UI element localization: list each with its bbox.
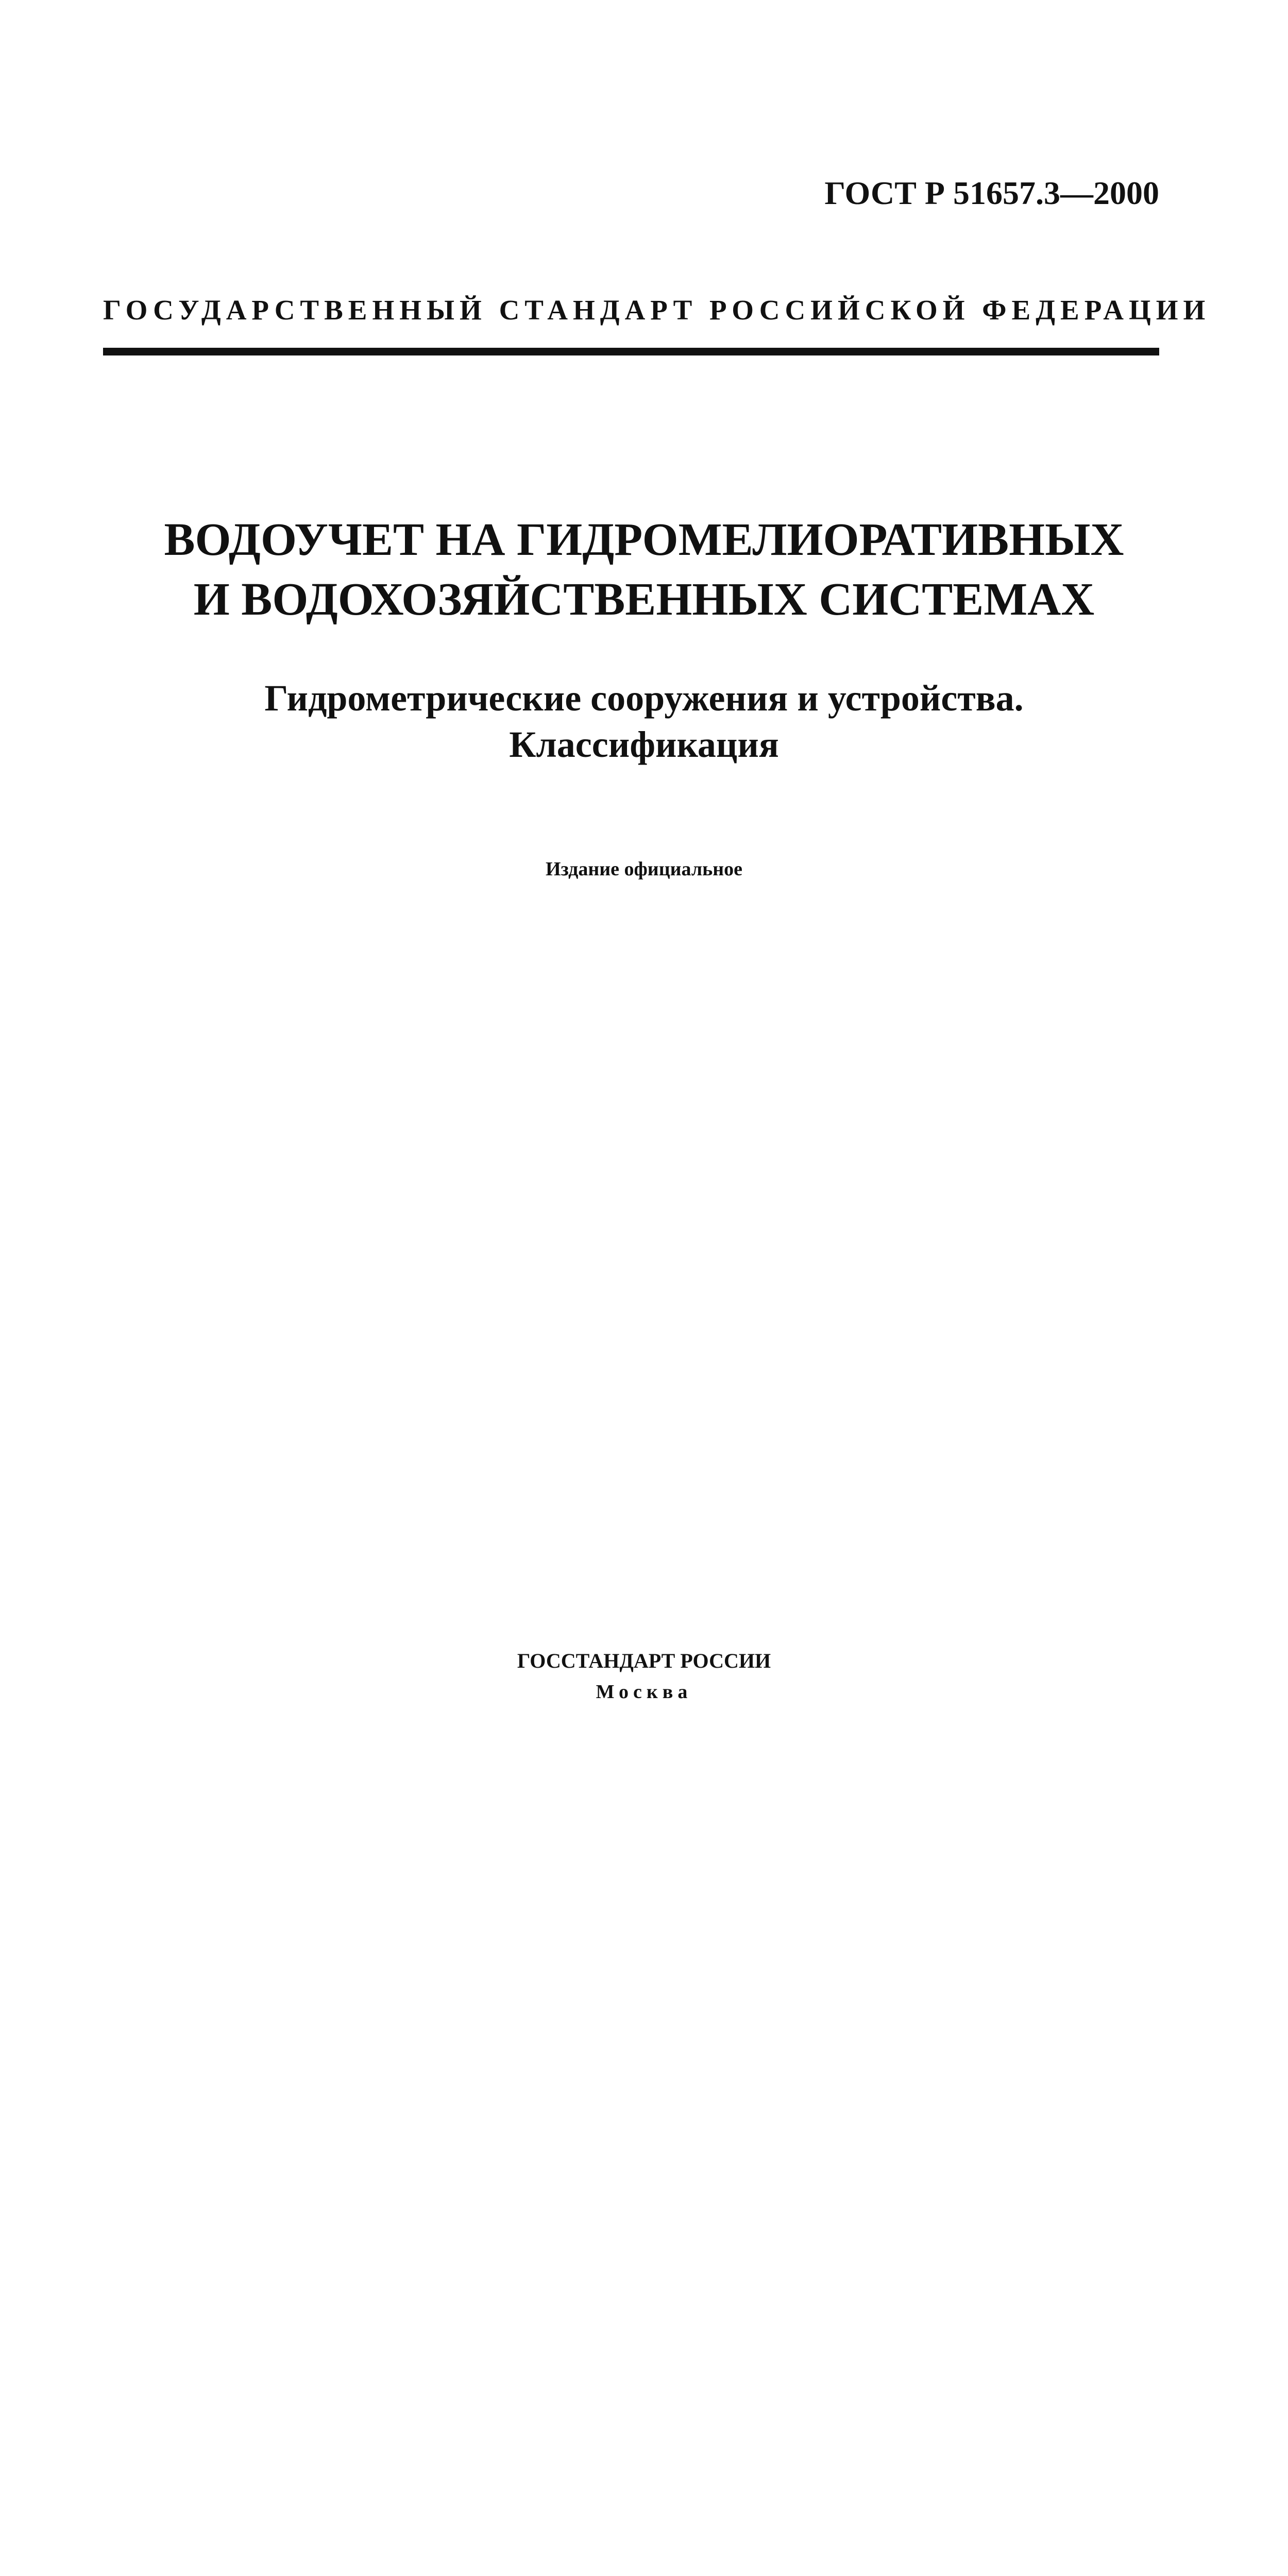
- subtitle-line-2: Классификация: [509, 724, 779, 765]
- header-rule: [103, 348, 1159, 355]
- title-line-2: И ВОДОХОЗЯЙСТВЕННЫХ СИСТЕМАХ: [193, 574, 1095, 625]
- publisher-city: Москва: [596, 1681, 692, 1703]
- subtitle-line-1: Гидрометрические сооружения и устройства.: [264, 677, 1024, 719]
- title-line-1: ВОДОУЧЕТ НА ГИДРОМЕЛИОРАТИВНЫХ: [164, 514, 1124, 565]
- document-title: [77, 510, 1211, 630]
- publisher: ГОССТАНДАРТ РОССИИ: [517, 1649, 771, 1672]
- standard-header-text: ГОСУДАРСТВЕННЫЙ СТАНДАРТ РОССИЙСКОЙ ФЕДЕРАЦИИ: [103, 294, 1211, 326]
- edition-note: Издание официальное: [545, 858, 742, 880]
- document-subtitle: [77, 675, 1211, 768]
- standard-number: ГОСТ Р 51657.3—2000: [824, 175, 1159, 211]
- standard-header: [103, 294, 1211, 366]
